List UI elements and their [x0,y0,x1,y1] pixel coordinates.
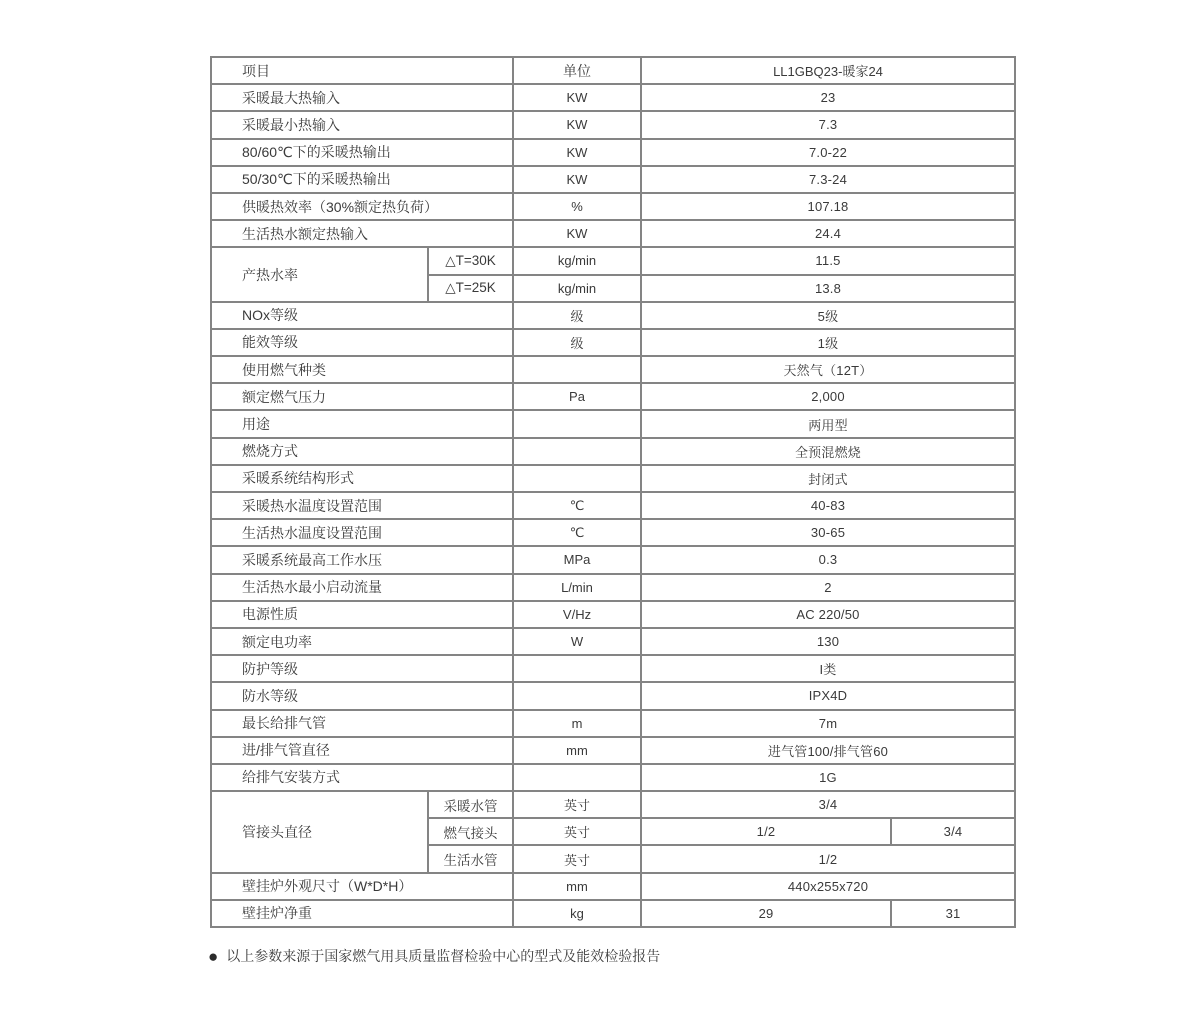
value-cell: 40-83 [641,492,1015,519]
spec-table [210,56,1016,928]
unit-cell: m [513,710,641,737]
unit-cell: KW [513,166,641,193]
item-label-cell: 最长给排气管 [211,710,513,737]
unit-cell [513,410,641,437]
footer-note [208,946,660,966]
unit-cell: Pa [513,383,641,410]
spec-row [211,302,1015,329]
item-label-cell: 用途 [211,410,513,437]
unit-cell [513,438,641,465]
item-label-cell: 防水等级 [211,682,513,709]
value-cell: 3/4 [891,818,1015,845]
value-cell: 31 [891,900,1015,927]
value-cell: 天然气（12T） [641,356,1015,383]
group-label-cell: 产热水率 [211,247,428,301]
unit-cell [513,465,641,492]
spec-row [211,383,1015,410]
value-cell: 1级 [641,329,1015,356]
spec-row [211,410,1015,437]
sub-label-cell: △T=30K [428,247,513,274]
value-cell: 30-65 [641,519,1015,546]
item-label-cell: 使用燃气种类 [211,356,513,383]
item-label-cell: 采暖最大热输入 [211,84,513,111]
spec-row [211,546,1015,573]
item-label-cell: 生活热水额定热输入 [211,220,513,247]
value-cell: 封闭式 [641,465,1015,492]
unit-cell: W [513,628,641,655]
spec-row [211,84,1015,111]
unit-cell [513,356,641,383]
value-cell: 1/2 [641,818,891,845]
spec-row [211,873,1015,900]
item-label-cell: 壁挂炉净重 [211,900,513,927]
value-cell: 3/4 [641,791,1015,818]
value-cell: IPX4D [641,682,1015,709]
spec-row [211,710,1015,737]
unit-cell: KW [513,139,641,166]
spec-row [211,655,1015,682]
spec-row [211,628,1015,655]
value-cell: AC 220/50 [641,601,1015,628]
value-cell: 107.18 [641,193,1015,220]
item-label-cell: 额定电功率 [211,628,513,655]
item-label-cell: 生活热水温度设置范围 [211,519,513,546]
unit-cell: KW [513,220,641,247]
item-label-cell: 50/30℃下的采暖热输出 [211,166,513,193]
spec-row [211,465,1015,492]
value-cell: I类 [641,655,1015,682]
value-cell: 24.4 [641,220,1015,247]
unit-cell: kg [513,900,641,927]
header-item-cell: 项目 [211,57,513,84]
value-cell: 0.3 [641,546,1015,573]
unit-cell: ℃ [513,519,641,546]
item-label-cell: 壁挂炉外观尺寸（W*D*H） [211,873,513,900]
item-label-cell: 进/排气管直径 [211,737,513,764]
value-cell: 11.5 [641,247,1015,274]
unit-cell: L/min [513,574,641,601]
unit-cell: 级 [513,329,641,356]
unit-cell: KW [513,84,641,111]
sub-label-cell: 燃气接头 [428,818,513,845]
value-cell: 7m [641,710,1015,737]
unit-cell: mm [513,737,641,764]
value-cell: 1G [641,764,1015,791]
spec-row [211,139,1015,166]
unit-cell: mm [513,873,641,900]
spec-row [211,601,1015,628]
spec-row [211,682,1015,709]
item-label-cell: 供暖热效率（30%额定热负荷） [211,193,513,220]
unit-cell: 英寸 [513,845,641,872]
value-cell: 7.0-22 [641,139,1015,166]
spec-row [211,438,1015,465]
spec-row [211,247,1015,274]
item-label-cell: 防护等级 [211,655,513,682]
item-label-cell: 采暖热水温度设置范围 [211,492,513,519]
value-cell: 13.8 [641,275,1015,302]
value-cell: 29 [641,900,891,927]
spec-row [211,166,1015,193]
item-label-cell: 采暖最小热输入 [211,111,513,138]
sub-label-cell: 采暖水管 [428,791,513,818]
item-label-cell: 燃烧方式 [211,438,513,465]
unit-cell [513,764,641,791]
spec-row [211,492,1015,519]
unit-cell: MPa [513,546,641,573]
item-label-cell: 能效等级 [211,329,513,356]
unit-cell: kg/min [513,275,641,302]
unit-cell: 英寸 [513,791,641,818]
item-label-cell: 给排气安装方式 [211,764,513,791]
unit-cell: 级 [513,302,641,329]
unit-cell: kg/min [513,247,641,274]
header-unit-cell: 单位 [513,57,641,84]
spec-row [211,193,1015,220]
item-label-cell: 采暖系统结构形式 [211,465,513,492]
value-cell: 两用型 [641,410,1015,437]
value-cell: 5级 [641,302,1015,329]
value-cell: 7.3 [641,111,1015,138]
sub-label-cell: 生活水管 [428,845,513,872]
unit-cell [513,682,641,709]
value-cell: 全预混燃烧 [641,438,1015,465]
value-cell: 2,000 [641,383,1015,410]
spec-row [211,519,1015,546]
bullet-icon: ● [208,946,219,966]
spec-row [211,737,1015,764]
unit-cell: ℃ [513,492,641,519]
spec-row [211,791,1015,818]
item-label-cell: NOx等级 [211,302,513,329]
item-label-cell: 生活热水最小启动流量 [211,574,513,601]
spec-table-body [211,84,1015,927]
value-cell: 1/2 [641,845,1015,872]
value-cell: 7.3-24 [641,166,1015,193]
item-label-cell: 80/60℃下的采暖热输出 [211,139,513,166]
header-model-cell: LL1GBQ23-暖家24 [641,57,1015,84]
item-label-cell: 额定燃气压力 [211,383,513,410]
unit-cell: V/Hz [513,601,641,628]
spec-row [211,111,1015,138]
spec-row [211,356,1015,383]
spec-row [211,574,1015,601]
item-label-cell: 电源性质 [211,601,513,628]
table-header-row [211,57,1015,84]
group-label-cell: 管接头直径 [211,791,428,873]
item-label-cell: 采暖系统最高工作水压 [211,546,513,573]
value-cell: 440x255x720 [641,873,1015,900]
unit-cell: % [513,193,641,220]
footer-note-text: 以上参数来源于国家燃气用具质量监督检验中心的型式及能效检验报告 [226,948,661,964]
value-cell: 2 [641,574,1015,601]
spec-row [211,329,1015,356]
spec-row [211,220,1015,247]
unit-cell: 英寸 [513,818,641,845]
spec-row [211,900,1015,927]
sub-label-cell: △T=25K [428,275,513,302]
unit-cell: KW [513,111,641,138]
spec-row [211,764,1015,791]
value-cell: 23 [641,84,1015,111]
value-cell: 130 [641,628,1015,655]
value-cell: 进气管100/排气管60 [641,737,1015,764]
unit-cell [513,655,641,682]
